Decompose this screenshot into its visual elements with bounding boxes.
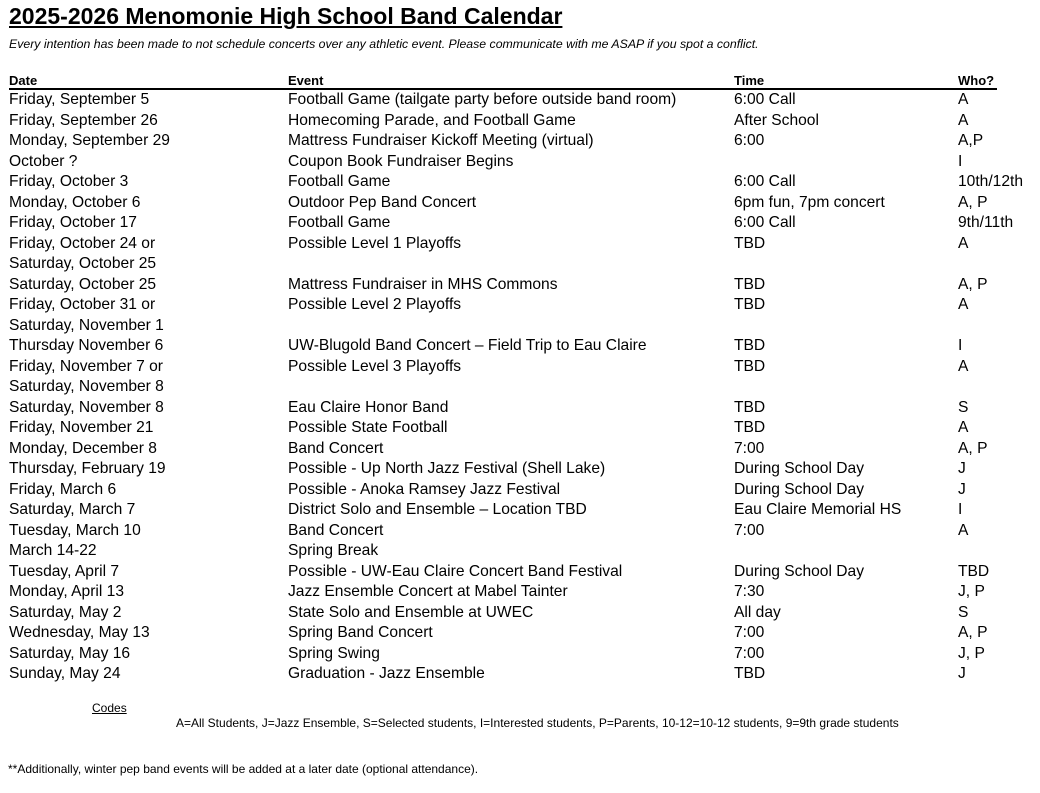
cell-date: Saturday, November 8 — [9, 398, 164, 416]
cell-event: Graduation - Jazz Ensemble — [288, 665, 485, 682]
cell-time: 6:00 Call — [734, 214, 796, 231]
subtitle-note: Every intention has been made to not schedule concerts over any athletic event. Please communicate with me ASAP if you spot a conflict. — [9, 37, 759, 51]
cell-date: Monday, October 6 — [9, 193, 141, 211]
cell-who: 10th/12th — [958, 173, 1024, 190]
cell-event: Possible State Football — [288, 419, 448, 436]
cell-who: A — [958, 521, 969, 539]
cell-date: Thursday November 6 — [9, 337, 164, 354]
cell-who: I — [958, 501, 963, 518]
cell-date: Saturday, November 8 — [9, 378, 164, 395]
cell-time: 6:00 — [734, 132, 765, 149]
cell-date: Tuesday, April 7 — [9, 562, 120, 580]
table-row — [9, 664, 997, 685]
cell-date: Sunday, May 24 — [9, 665, 121, 682]
table-row — [9, 193, 997, 214]
cell-time: All day — [734, 603, 781, 621]
table-row — [9, 623, 997, 644]
cell-date: October ? — [9, 152, 78, 170]
cell-event: Possible Level 2 Playoffs — [288, 296, 462, 313]
cell-who: S — [958, 398, 969, 416]
cell-time: TBD — [734, 357, 766, 375]
cell-event: Homecoming Parade, and Football Game — [288, 111, 576, 129]
table-row — [9, 316, 997, 337]
cell-time: 7:00 — [734, 521, 765, 539]
cell-who: J — [958, 665, 966, 682]
table-row — [9, 603, 997, 624]
table-row — [9, 439, 997, 460]
cell-who: J — [958, 480, 966, 498]
cell-date: Saturday, November 1 — [9, 316, 164, 334]
table-row — [9, 111, 997, 132]
cell-date: Friday, November 7 or — [9, 357, 163, 375]
table-row — [9, 459, 997, 480]
cell-time: TBD — [734, 665, 766, 682]
cell-time: During School Day — [734, 480, 865, 498]
cell-date: Saturday, May 2 — [9, 603, 122, 621]
cell-who: A — [958, 91, 969, 108]
table-row — [9, 644, 997, 665]
table-row — [9, 172, 1024, 193]
table-row — [9, 336, 997, 357]
cell-event: Spring Swing — [288, 644, 380, 662]
table-row — [9, 500, 997, 521]
cell-date: Saturday, October 25 — [9, 275, 157, 293]
footnote: **Additionally, winter pep band events will be added at a later date (optional attendance). — [8, 762, 479, 776]
cell-date: Monday, September 29 — [9, 132, 170, 149]
cell-time: 7:00 — [734, 644, 765, 662]
cell-event: Eau Claire Honor Band — [288, 398, 449, 416]
cell-event: Football Game (tailgate party before outside band room) — [288, 91, 677, 108]
cell-event: Mattress Fundraiser Kickoff Meeting (virtual) — [288, 132, 594, 149]
cell-event: Band Concert — [288, 521, 384, 539]
cell-time: TBD — [734, 419, 766, 436]
table-row — [9, 418, 997, 439]
cell-event: Possible - Anoka Ramsey Jazz Festival — [288, 480, 561, 498]
table-row — [9, 480, 997, 501]
cell-date: Monday, April 13 — [9, 583, 124, 600]
cell-event: Football Game — [288, 214, 391, 231]
cell-time: 6pm fun, 7pm concert — [734, 193, 885, 211]
cell-who: A — [958, 111, 969, 129]
cell-date: Thursday, February 19 — [9, 460, 166, 477]
cell-time: During School Day — [734, 562, 865, 580]
cell-event: Jazz Ensemble Concert at Mabel Tainter — [288, 583, 568, 600]
cell-date: Saturday, March 7 — [9, 501, 136, 518]
header-who: Who? — [958, 73, 995, 88]
table-row — [9, 131, 997, 152]
cell-event: Band Concert — [288, 439, 384, 457]
cell-event: UW-Blugold Band Concert – Field Trip to Eau Claire — [288, 337, 647, 354]
table-row — [9, 295, 997, 316]
cell-date: Friday, November 21 — [9, 419, 154, 436]
table-row — [9, 152, 997, 173]
cell-event: Football Game — [288, 173, 391, 190]
cell-who: TBD — [958, 562, 990, 580]
page-title: 2025-2026 Menomonie High School Band Calendar — [9, 3, 563, 29]
cell-date: Friday, October 24 or — [9, 234, 156, 252]
table-row — [9, 562, 997, 583]
cell-who: A,P — [958, 132, 984, 149]
cell-time: 6:00 Call — [734, 91, 796, 108]
header-event: Event — [288, 73, 324, 88]
cell-time: TBD — [734, 337, 766, 354]
cell-date: Wednesday, May 13 — [9, 624, 150, 641]
table-body — [9, 90, 1024, 685]
cell-event: District Solo and Ensemble – Location TBD — [288, 501, 587, 518]
cell-event: Mattress Fundraiser in MHS Commons — [288, 275, 558, 293]
cell-event: Possible Level 3 Playoffs — [288, 357, 462, 375]
cell-date: Saturday, May 16 — [9, 644, 131, 662]
cell-time: 7:00 — [734, 624, 765, 641]
table-row — [9, 521, 997, 542]
header-date: Date — [9, 73, 38, 88]
cell-date: Saturday, October 25 — [9, 255, 157, 272]
table-row — [9, 234, 997, 255]
table-row — [9, 357, 997, 378]
cell-event: Spring Break — [288, 542, 379, 559]
table-row — [9, 582, 997, 603]
table-header — [9, 72, 997, 90]
cell-time: 6:00 Call — [734, 173, 796, 190]
cell-time: TBD — [734, 296, 766, 313]
cell-who: A — [958, 419, 969, 436]
table-row — [9, 398, 997, 419]
cell-date: March 14-22 — [9, 542, 97, 559]
cell-who: A, P — [958, 439, 988, 457]
cell-time: Eau Claire Memorial HS — [734, 501, 902, 518]
cell-event: Coupon Book Fundraiser Begins — [288, 152, 514, 170]
cell-time: TBD — [734, 234, 766, 252]
cell-who: 9th/11th — [958, 214, 1014, 231]
table-row — [9, 213, 1014, 234]
table-row — [9, 90, 997, 111]
codes-label: Codes — [92, 701, 127, 715]
cell-who: A, P — [958, 193, 988, 211]
cell-event: Possible - Up North Jazz Festival (Shell Lake) — [288, 460, 606, 477]
cell-who: J — [958, 460, 966, 477]
cell-who: A — [958, 234, 969, 252]
cell-time: TBD — [734, 275, 766, 293]
cell-date: Friday, October 17 — [9, 214, 137, 231]
cell-who: A, P — [958, 275, 988, 293]
cell-event: Possible - UW-Eau Claire Concert Band Festival — [288, 562, 623, 580]
cell-who: I — [958, 152, 963, 170]
cell-time: During School Day — [734, 460, 865, 477]
cell-event: Spring Band Concert — [288, 624, 433, 641]
header-time: Time — [734, 73, 765, 88]
cell-who: S — [958, 603, 969, 621]
codes-legend: A=All Students, J=Jazz Ensemble, S=Selected students, I=Interested students, P=Parents, 10-12=10-12 students, 9=9th grade students — [176, 716, 899, 730]
calendar-table — [9, 72, 1024, 685]
cell-event: Outdoor Pep Band Concert — [288, 193, 477, 211]
cell-event: State Solo and Ensemble at UWEC — [288, 603, 534, 621]
cell-event: Possible Level 1 Playoffs — [288, 234, 462, 252]
cell-time: 7:00 — [734, 439, 765, 457]
cell-who: I — [958, 337, 963, 354]
cell-date: Friday, March 6 — [9, 480, 117, 498]
cell-who: A — [958, 357, 969, 375]
cell-date: Monday, December 8 — [9, 439, 157, 457]
cell-who: J, P — [958, 583, 985, 600]
cell-time: 7:30 — [734, 583, 765, 600]
table-row — [9, 275, 997, 296]
cell-who: A — [958, 296, 969, 313]
cell-date: Friday, October 31 or — [9, 296, 156, 313]
cell-date: Friday, September 26 — [9, 111, 158, 129]
cell-time: After School — [734, 111, 819, 129]
table-row — [9, 541, 997, 562]
cell-date: Friday, September 5 — [9, 91, 150, 108]
cell-who: J, P — [958, 644, 985, 662]
table-row — [9, 254, 997, 275]
cell-time: TBD — [734, 398, 766, 416]
cell-date: Tuesday, March 10 — [9, 521, 141, 539]
cell-who: A, P — [958, 624, 988, 641]
table-row — [9, 377, 997, 398]
cell-date: Friday, October 3 — [9, 173, 129, 190]
